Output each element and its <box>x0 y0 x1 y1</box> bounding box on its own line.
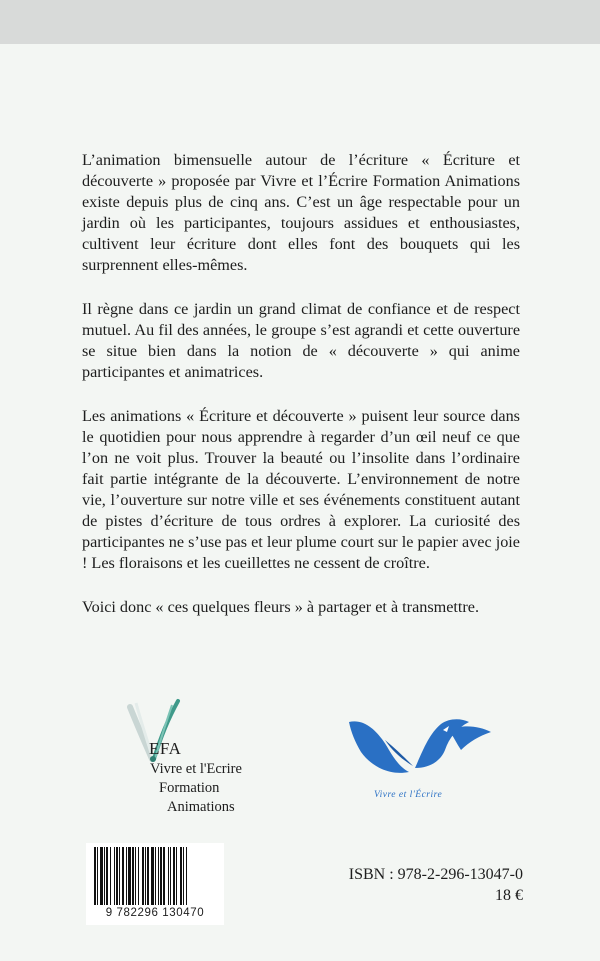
vivre-et-lecrire-logo <box>345 710 505 805</box>
barcode <box>86 843 224 925</box>
vefa-wordmark: EFA <box>149 739 182 758</box>
vle-caption: Vivre et l'Écrire <box>374 790 443 800</box>
vefa-line-2: Formation <box>159 780 220 796</box>
paragraph-3: Les animations « Écriture et découverte » puisent leur source dans le quotidien pour nous apprendre à regarder d’un œil neuf ce que l’on ne voit plus. Trouver la beauté ou l’insolite dans l’ordinaire fait partie intégrante de la découverte. L’environnement de notre vie, l’ouverture sur notre ville et ses événements constituent autant de pistes d’écriture de tous ordres à explorer. La curiosité des participantes ne s’use pas et leur plume court sur le papier avec joie ! Les floraisons et les cueillettes ne cessent de croître. <box>82 407 520 572</box>
barcode-digits: 9 782296 130470 <box>105 907 205 919</box>
paragraph-2: Il règne dans ce jardin un grand climat de confiance et de respect mutuel. Au fil des années, le groupe s’est agrandi et cette ouverture se situe bien dans la notion de « découverte » qui anime participantes et animatrices. <box>82 300 520 381</box>
bird-wings-icon <box>345 710 505 790</box>
vefa-line-1: Vivre et l'Ecrire <box>150 761 242 777</box>
barcode-bars <box>86 843 224 907</box>
vefa-logo <box>122 697 292 822</box>
isbn-number: ISBN : 978-2-296-13047-0 <box>348 866 523 883</box>
paragraph-1: L’animation bimensuelle autour de l’écriture « Écriture et découverte » proposée par Vivre et l’Écrire Formation Animations existe depuis plus de cinq ans. C’est un âge respectable pour un jardin où les participantes, toujours assidues et enthousiastes, cultivent leur écriture dont elles font des bouquets qui les surprennent elles-mêmes. <box>82 151 520 274</box>
price: 18 € <box>495 887 523 904</box>
vefa-line-3: Animations <box>167 799 235 815</box>
paragraph-4: Voici donc « ces quelques fleurs » à partager et à transmettre. <box>82 598 480 616</box>
back-cover-text <box>82 150 520 641</box>
top-bar <box>0 0 600 44</box>
